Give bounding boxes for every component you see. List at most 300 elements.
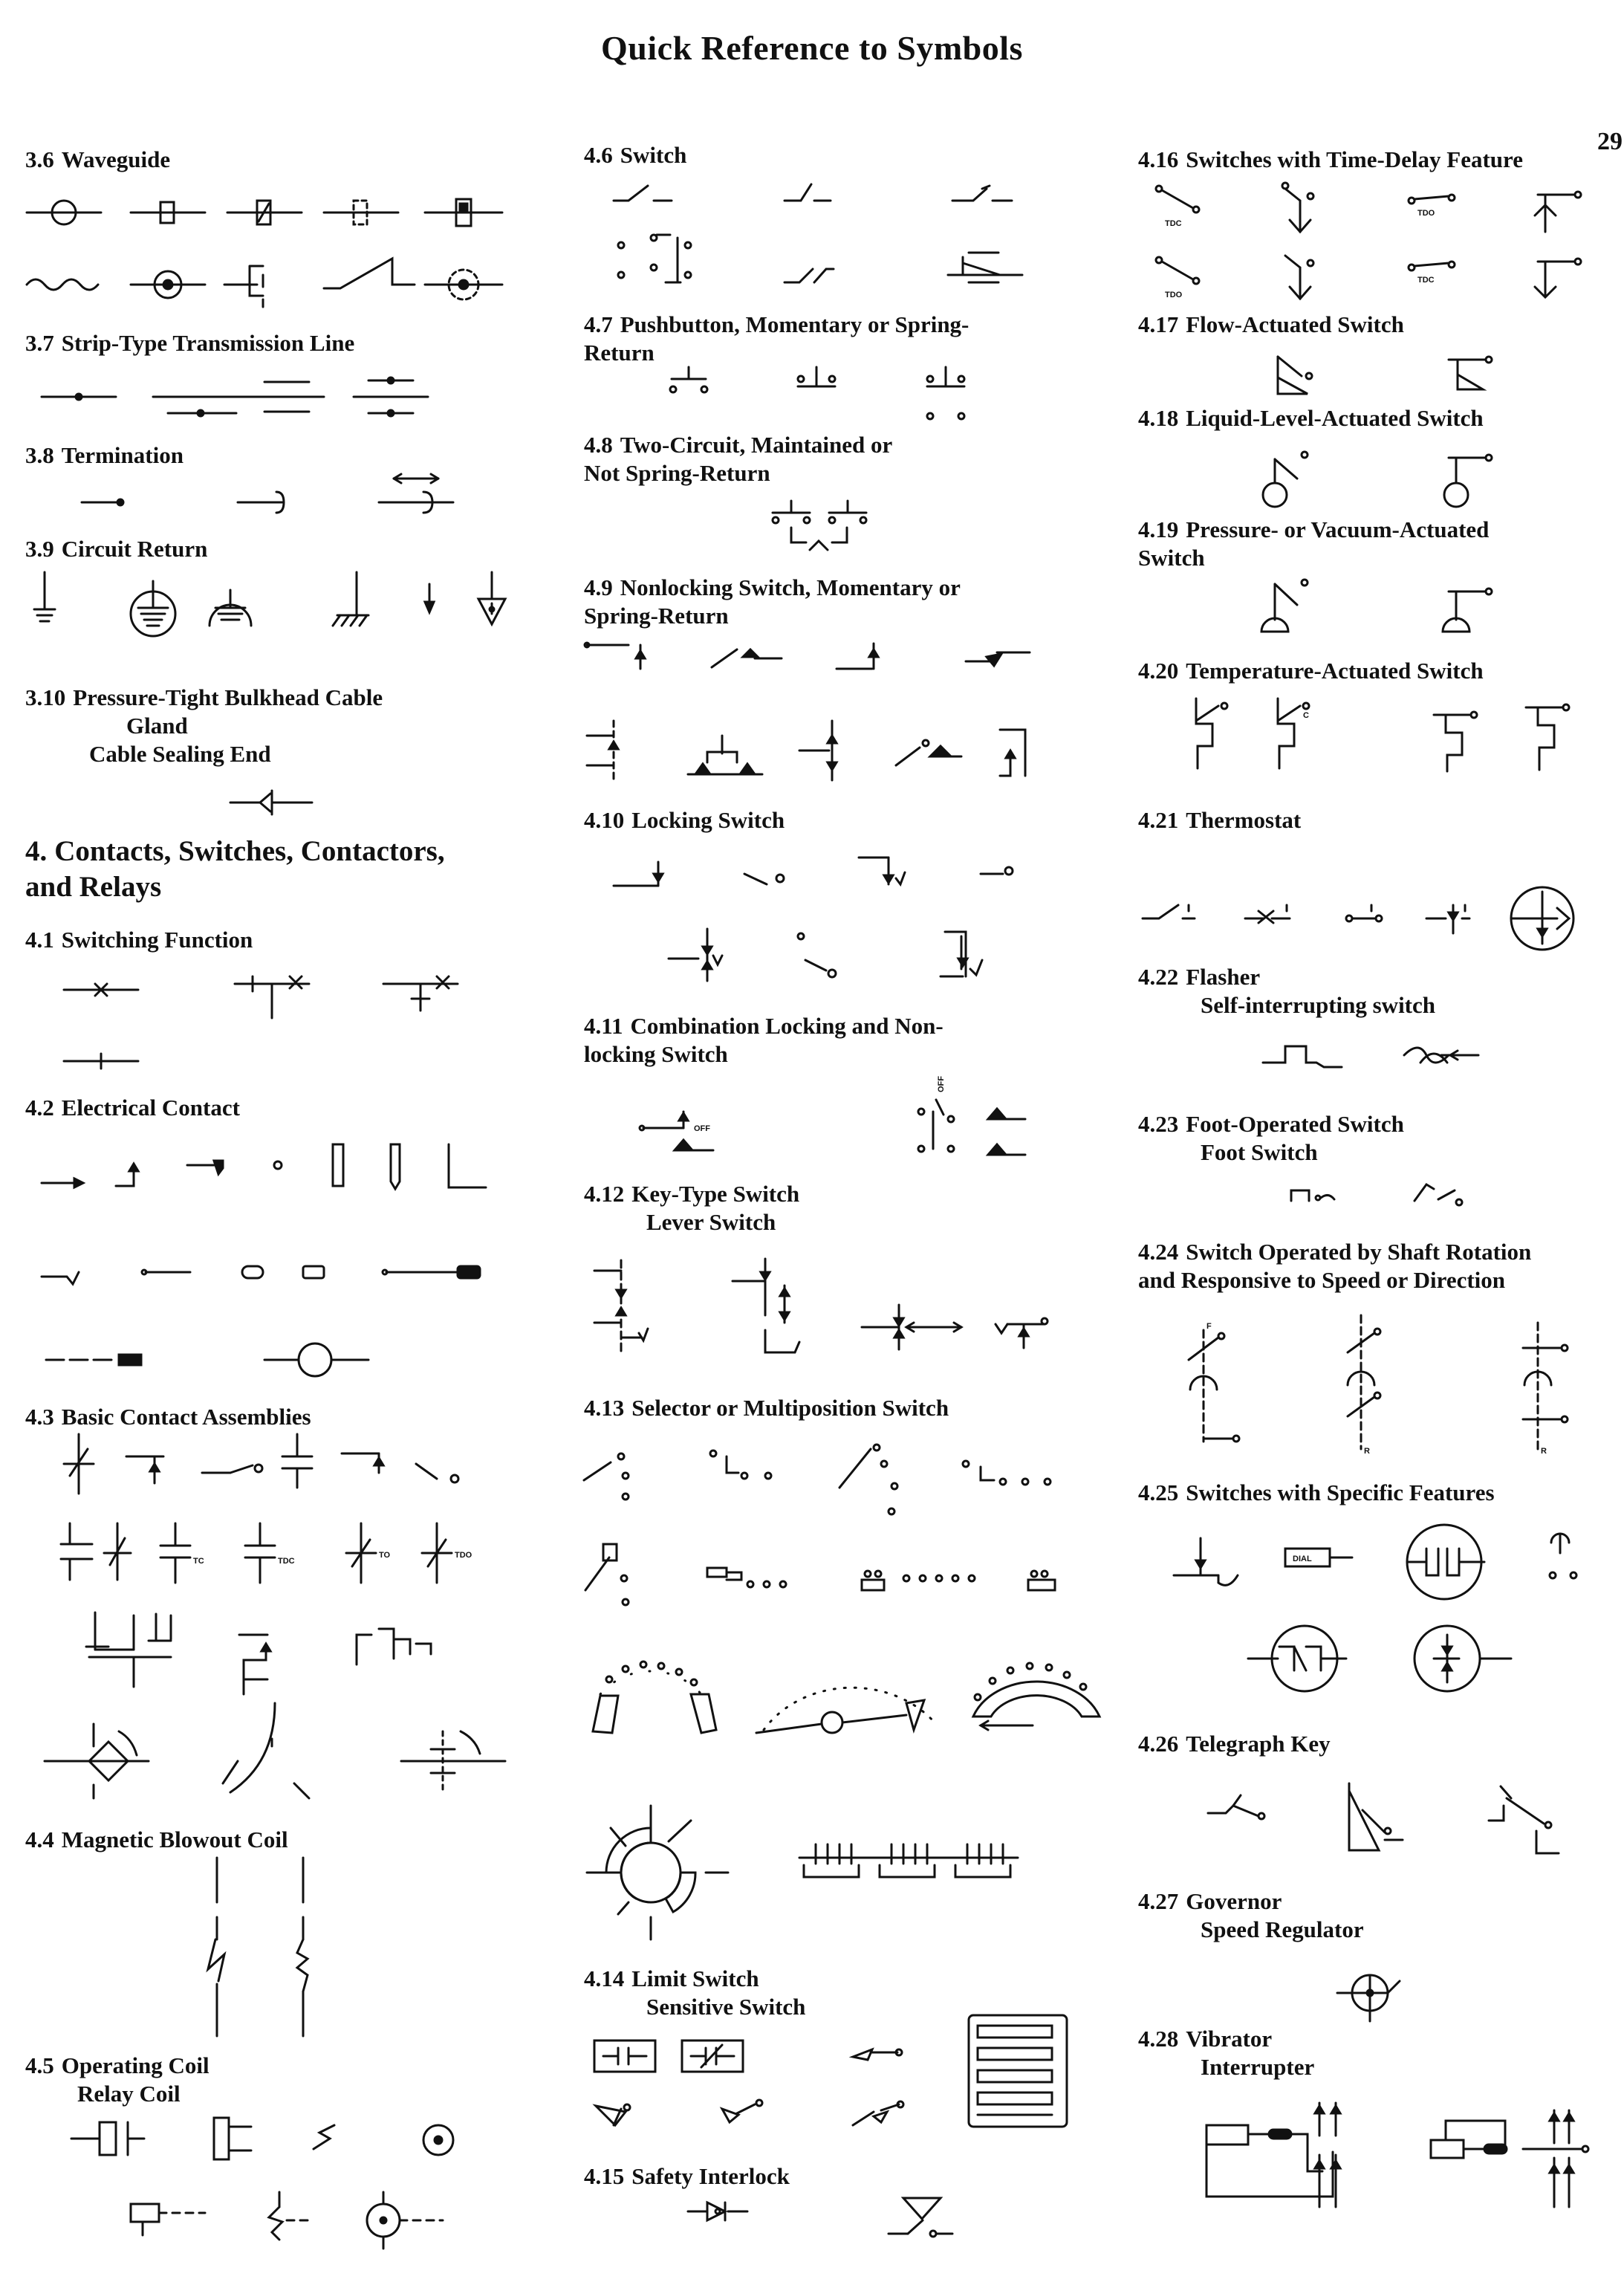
section-heading-4-26 <box>1138 1730 1331 1758</box>
coil-zigzag-dashed-symbol <box>269 2192 309 2240</box>
section-title: Switch Operated by Shaft Rotation <box>1186 1239 1532 1265</box>
contact-tc-symbol <box>160 1523 204 1583</box>
section-number: 4.13 <box>584 1395 625 1421</box>
section-subtitle: Gland <box>126 713 188 739</box>
section-number: 4.10 <box>584 807 625 833</box>
waveguide-dashed-coax-symbol <box>425 270 502 299</box>
nonlocking-symbol-2 <box>712 649 782 667</box>
telegraph-key-symbol-1 <box>1208 1795 1264 1819</box>
section-subtitle: Lever Switch <box>646 1209 776 1235</box>
nonlocking-symbol-6 <box>688 736 762 774</box>
shaft-rotation-switch-symbols <box>1159 1308 1605 1456</box>
section-heading-4-27 <box>1138 1887 1364 1944</box>
contact-break-circle-symbol <box>416 1464 458 1482</box>
section-number: 3.8 <box>25 442 54 468</box>
pressure-switch-symbols <box>1248 575 1516 649</box>
section-number: 4.26 <box>1138 1731 1179 1757</box>
section-subtitle: and Relays <box>25 871 162 903</box>
combination-symbol-1 <box>640 1112 713 1150</box>
nonlocking-symbol-8 <box>896 740 961 765</box>
locking-symbol-5 <box>669 929 722 981</box>
time-delay-switch-symbols <box>1152 178 1597 305</box>
section-number: 4.3 <box>25 1404 54 1430</box>
contact-make-t-symbol <box>282 1434 312 1488</box>
pushbutton-make-symbol <box>670 367 707 392</box>
thermostat-symbol-2 <box>1245 905 1290 923</box>
termination-symbols <box>82 468 468 528</box>
thermostat-symbol-3 <box>1346 905 1382 921</box>
section-heading-4-4 <box>25 1826 288 1854</box>
section-title: Switching Function <box>61 927 253 953</box>
feature-switch-circle-symbol-3 <box>1414 1626 1511 1691</box>
selector-symbol-3 <box>839 1445 897 1514</box>
combination-symbol-2 <box>918 1076 1025 1155</box>
contact-rect-symbol <box>303 1266 324 1278</box>
temperature-switch-symbol-4 <box>1526 704 1569 770</box>
tdo-label: TDO <box>1417 209 1435 218</box>
switching-function-line-symbol <box>64 1054 138 1069</box>
locking-symbol-7 <box>941 932 982 976</box>
key-switch-symbol-3 <box>862 1305 961 1349</box>
thermostat-symbol-5 <box>1511 887 1573 950</box>
flasher-symbol-2 <box>1404 1048 1478 1063</box>
nonlocking-switch-symbols <box>584 632 1059 795</box>
contact-rotary-3-symbol <box>401 1731 505 1791</box>
contact-point-symbol <box>274 1161 282 1169</box>
section-number: 4.21 <box>1138 807 1179 833</box>
section-number: 4.28 <box>1138 2026 1179 2052</box>
vibrator-symbol-2 <box>1431 2110 1588 2207</box>
section-heading-4-22 <box>1138 963 1435 1020</box>
waveguide-flexible-symbol <box>324 201 398 224</box>
page-number: 29 <box>1597 128 1623 155</box>
pressure-switch-symbol-2 <box>1443 589 1492 632</box>
pressure-switch-symbol-1 <box>1261 580 1308 632</box>
switch-symbols <box>614 171 1030 297</box>
section-subtitle: Sensitive Switch <box>646 1994 806 2020</box>
circuit-return-symbols <box>30 572 520 646</box>
section-number: 4.11 <box>584 1013 623 1039</box>
section-number: 4.25 <box>1138 1479 1179 1505</box>
section-number: 4.7 <box>584 311 613 337</box>
liquid-level-symbol-2 <box>1444 455 1492 507</box>
section-number: 4.17 <box>1138 311 1179 337</box>
vibrator-symbols <box>1189 2081 1605 2229</box>
switching-function-symbols <box>64 966 480 1070</box>
shaft-switch-symbol-1 <box>1189 1322 1239 1442</box>
selector-symbol-12 <box>799 1844 1018 1877</box>
contact-bar-pointed-symbol <box>391 1144 400 1189</box>
selector-symbol-8 <box>593 1662 716 1733</box>
section-title: Governor <box>1186 1888 1282 1914</box>
thermostat-symbol-4 <box>1426 905 1469 933</box>
section-heading-3-10 <box>25 684 383 768</box>
section-number: 3.10 <box>25 684 66 710</box>
ground-symbol <box>34 572 55 621</box>
limit-switch-symbol-a <box>596 2104 630 2125</box>
foot-switch-symbols <box>1290 1174 1513 1219</box>
telegraph-key-symbols <box>1206 1769 1593 1873</box>
section-title: Flow-Actuated Switch <box>1186 311 1404 337</box>
section-title: Pressure- or Vacuum-Actuated <box>1186 516 1490 542</box>
waveguide-rectangular-symbol <box>131 202 205 223</box>
section-subtitle: Relay Coil <box>77 2081 181 2107</box>
electrical-contact-symbols <box>42 1144 532 1382</box>
common-return-symbol <box>425 584 434 612</box>
selector-symbol-10 <box>973 1663 1100 1730</box>
contact-bar-symbol <box>333 1144 343 1186</box>
section-heading-4-16 <box>1138 146 1523 174</box>
section-heading-4-3 <box>25 1403 311 1431</box>
contact-tdo-symbol <box>422 1523 472 1583</box>
time-delay-symbol-8 <box>1535 259 1581 297</box>
contact-make-up-symbol <box>126 1456 163 1483</box>
section-heading-4-19 <box>1138 516 1489 572</box>
waveguide-ridged-symbol <box>227 201 302 224</box>
contact-angle-symbol <box>449 1144 486 1187</box>
safety-interlock-symbol-1 <box>688 2202 747 2220</box>
section-number: 4.1 <box>25 927 54 953</box>
section-number: 4. <box>25 835 48 867</box>
section-number: 4.2 <box>25 1095 54 1121</box>
section-number: 4.24 <box>1138 1239 1179 1265</box>
section-title: Selector or Multiposition Switch <box>631 1395 949 1421</box>
nonlocking-symbol-1 <box>585 643 645 669</box>
waveguide-wave-symbol <box>27 279 98 290</box>
f-label: F <box>1206 1322 1212 1331</box>
time-delay-symbol-6 <box>1285 256 1313 299</box>
feature-switch-symbol-1 <box>1174 1538 1238 1585</box>
contact-plain-line-symbol <box>142 1270 190 1274</box>
off-label-vertical: OFF <box>937 1076 946 1092</box>
to-label: TO <box>379 1551 391 1560</box>
strip-line-symbols <box>42 372 458 431</box>
key-switch-symbol-1 <box>594 1260 648 1352</box>
off-label: OFF <box>694 1124 710 1133</box>
section-heading-4-17 <box>1138 311 1404 339</box>
nonlocking-symbol-5 <box>587 721 618 780</box>
section-subtitle: Switch <box>1138 545 1205 571</box>
section-number: 4.22 <box>1138 964 1179 990</box>
contact-sequential-symbol <box>357 1629 431 1665</box>
locking-switch-symbols <box>614 847 1030 996</box>
termination-symbol-1 <box>82 499 123 505</box>
flow-switch-symbol-1 <box>1278 357 1312 394</box>
section-number: 4.9 <box>584 574 613 600</box>
selector-symbol-9 <box>756 1688 935 1733</box>
section-title: Electrical Contact <box>61 1095 240 1121</box>
section-number: 4.20 <box>1138 658 1179 684</box>
nonlocking-symbol-3 <box>837 644 878 669</box>
section-heading-4-13 <box>584 1394 949 1422</box>
strip-line-symbol-2 <box>153 397 250 416</box>
section-heading-4-28 <box>1138 2025 1314 2081</box>
temperature-switch-symbol-2 <box>1278 698 1309 768</box>
section-number: 4.8 <box>584 432 613 458</box>
section-number: 4.15 <box>584 2163 625 2189</box>
half-shield-ground-symbol <box>210 590 251 626</box>
key-switch-symbol-4 <box>995 1318 1048 1348</box>
pushbutton-two-circuit-symbol <box>927 367 964 419</box>
section-subtitle: Spring-Return <box>584 603 729 629</box>
coil-circle-star-symbol <box>423 2125 453 2155</box>
limit-switch-box-symbol <box>594 2040 655 2072</box>
operating-coil-symbols <box>71 2110 487 2259</box>
waveguide-coax-symbol <box>131 271 205 298</box>
time-delay-symbol-1 <box>1156 186 1199 228</box>
locking-symbol-3 <box>859 858 905 884</box>
flasher-symbol-1 <box>1263 1046 1342 1067</box>
contact-circle-slide-symbol <box>264 1343 368 1376</box>
section-heading-4-24 <box>1138 1238 1531 1294</box>
limit-switch-symbols <box>591 2014 1082 2155</box>
contact-multi-make-symbol <box>86 1612 171 1687</box>
foot-switch-symbol-2 <box>1414 1184 1462 1205</box>
section-title: Switch <box>620 142 687 168</box>
limit-switch-panel-symbol <box>969 2015 1067 2127</box>
section-title: Nonlocking Switch, Momentary or <box>620 574 961 600</box>
strip-line-symbol-3 <box>250 382 324 412</box>
section-number: 4.4 <box>25 1826 54 1852</box>
tdc-label: TDC <box>1165 219 1182 228</box>
locking-symbol-6 <box>798 933 836 977</box>
locking-symbol-1 <box>614 862 663 886</box>
waveguide-bend-symbol <box>224 266 263 307</box>
contact-arrow-symbol <box>42 1179 83 1187</box>
selector-symbol-5 <box>585 1544 629 1605</box>
pushbutton-break-symbol <box>798 367 835 386</box>
termination-symbol-2 <box>238 492 284 513</box>
section-subtitle: Speed Regulator <box>1201 1916 1364 1942</box>
section-subtitle: Interrupter <box>1201 2054 1315 2080</box>
flow-actuated-switch-symbols <box>1263 349 1530 401</box>
two-circuit-maintained-symbol <box>765 498 884 565</box>
switching-function-make-symbol <box>235 976 309 1018</box>
section-heading-3-6 <box>25 146 170 174</box>
section-title: Switches with Specific Features <box>1186 1479 1495 1505</box>
contact-make-circle-symbol <box>202 1465 262 1473</box>
coil-dashed-symbol <box>131 2204 205 2235</box>
selector-switch-symbols <box>579 1434 1070 1925</box>
thermostat-symbol-1 <box>1143 905 1195 918</box>
section-title: Flasher <box>1186 964 1261 990</box>
key-type-switch-symbols <box>594 1256 1070 1375</box>
coil-circle-dashed-symbol <box>367 2192 443 2249</box>
chassis-ground-symbol <box>333 572 368 626</box>
section-number: 4.12 <box>584 1181 625 1207</box>
section-number: 4.6 <box>584 142 613 168</box>
waveguide-flexible-ridged-symbol <box>425 199 502 226</box>
vibrator-symbol-1 <box>1206 2103 1340 2207</box>
contact-bracket-symbol <box>239 1635 270 1694</box>
shaft-switch-symbol-2 <box>1348 1315 1380 1456</box>
section-heading-4-18 <box>1138 404 1484 432</box>
section-title: Safety Interlock <box>631 2163 790 2189</box>
section-heading-4-1 <box>25 926 253 954</box>
section-subtitle: Not Spring-Return <box>584 460 770 486</box>
temperature-switch-symbol-3 <box>1434 712 1477 771</box>
waveguide-symbols <box>27 192 517 311</box>
coil-bracket-symbol <box>214 2118 251 2159</box>
contact-down-flag-symbol <box>187 1161 223 1174</box>
contact-up-symbol <box>116 1164 138 1186</box>
section-title: Two-Circuit, Maintained or <box>620 432 893 458</box>
limit-switch-lever-symbol <box>853 2049 902 2060</box>
telegraph-key-symbol-2 <box>1349 1783 1403 1850</box>
section-number: 4.18 <box>1138 405 1179 431</box>
section-heading-4-11 <box>584 1012 1067 1069</box>
liquid-level-switch-symbols <box>1248 441 1516 516</box>
contact-rotary-1-symbol <box>45 1724 149 1798</box>
locking-symbol-4 <box>981 867 1013 875</box>
section-heading-4-21 <box>1138 806 1301 834</box>
section-number: 4.23 <box>1138 1111 1179 1137</box>
contact-rotary-2-symbol <box>223 1703 309 1798</box>
section-title: Basic Contact Assemblies <box>61 1404 311 1430</box>
switch-two-pole-symbol <box>618 235 691 282</box>
section-number: 4.5 <box>25 2052 54 2078</box>
section-heading-4-25 <box>1138 1479 1495 1507</box>
selector-symbol-7 <box>862 1571 1055 1590</box>
section-number: 4.14 <box>584 1965 625 1991</box>
switch-open-symbol <box>614 186 672 201</box>
section-heading-3-8 <box>25 441 183 470</box>
section-number: 3.6 <box>25 146 54 172</box>
section-title: Thermostat <box>1186 807 1302 833</box>
section-title: Locking Switch <box>631 807 785 833</box>
time-delay-symbol-5 <box>1156 257 1199 299</box>
time-delay-symbol-3 <box>1409 195 1455 218</box>
tdc-label: TDC <box>278 1557 295 1566</box>
section-number: 4.16 <box>1138 146 1179 172</box>
governor-symbol <box>1337 1962 1426 2029</box>
switch-pivot-symbol <box>948 253 1022 282</box>
telegraph-key-symbol-3 <box>1489 1786 1559 1853</box>
section-heading-4-10 <box>584 806 785 834</box>
locking-symbol-2 <box>744 874 784 884</box>
section-heading-4-20 <box>1138 657 1484 685</box>
selector-symbol-1 <box>584 1453 629 1500</box>
section-title: Strip-Type Transmission Line <box>61 330 355 356</box>
section-title: Key-Type Switch <box>631 1181 800 1207</box>
section-number: 4.19 <box>1138 516 1179 542</box>
section-number: 3.7 <box>25 330 54 356</box>
signal-ground-symbol <box>478 572 505 624</box>
r-label-2: R <box>1541 1447 1547 1456</box>
strip-line-symbol-1 <box>42 394 116 400</box>
time-delay-symbol-7 <box>1409 262 1455 285</box>
section-subtitle: Foot Switch <box>1201 1139 1318 1165</box>
section-title: Contacts, Switches, Contactors, <box>54 835 445 867</box>
contact-make-up-2-symbol <box>342 1453 383 1473</box>
feature-switch-symbol-2 <box>1550 1534 1576 1578</box>
nonlocking-symbol-7 <box>799 721 837 780</box>
section-heading-4-12 <box>584 1180 799 1236</box>
foot-switch-symbol-1 <box>1291 1190 1334 1201</box>
section-heading-4 <box>25 834 445 905</box>
section-title: Switches with Time-Delay Feature <box>1186 146 1524 172</box>
switching-function-transfer-symbol <box>383 976 458 1011</box>
section-heading-4-5 <box>25 2052 210 2108</box>
magnetic-blowout-coil-symbols <box>193 1858 342 2051</box>
basic-contact-assembly-symbols <box>45 1434 535 1806</box>
tdc-label-2: TDC <box>1417 276 1435 285</box>
section-title: Limit Switch <box>631 1965 759 1991</box>
selector-symbol-11 <box>587 1806 728 1939</box>
section-subtitle: Cable Sealing End <box>89 741 271 767</box>
contact-to-symbol <box>346 1523 391 1583</box>
tdo-label: TDO <box>455 1551 472 1560</box>
tdo-label-2: TDO <box>1165 291 1183 299</box>
temperature-switch-symbols <box>1166 698 1582 795</box>
selector-symbol-4 <box>963 1461 1050 1485</box>
section-heading-4-2 <box>25 1094 240 1122</box>
thermostat-symbols <box>1141 869 1587 959</box>
time-delay-symbol-2 <box>1282 183 1313 232</box>
time-delay-symbol-4 <box>1535 192 1581 232</box>
section-title: Magnetic Blowout Coil <box>61 1826 288 1852</box>
contact-v-symbol <box>42 1272 79 1284</box>
section-title: Termination <box>61 442 183 468</box>
safety-interlock-symbol-2 <box>889 2198 952 2237</box>
nonlocking-symbol-4 <box>966 652 1030 666</box>
section-subtitle: Self-interrupting switch <box>1201 992 1436 1018</box>
switch-open-2-symbol <box>785 184 831 201</box>
temperature-switch-symbol-1 <box>1196 698 1227 768</box>
section-title: Circuit Return <box>61 536 208 562</box>
section-title: Pushbutton, Momentary or Spring- <box>620 311 969 337</box>
nonlocking-symbol-9 <box>1000 730 1025 776</box>
section-subtitle: and Responsive to Speed or Direction <box>1138 1267 1506 1293</box>
strip-line-symbol-4 <box>354 377 428 416</box>
flasher-symbols <box>1263 1033 1530 1077</box>
tc-label: TC <box>193 1557 204 1566</box>
selector-symbol-6 <box>707 1568 786 1587</box>
section-subtitle: locking Switch <box>584 1041 728 1067</box>
selector-symbol-2 <box>710 1450 771 1479</box>
contact-break-symbol <box>64 1434 94 1494</box>
shaft-switch-symbol-3 <box>1523 1323 1568 1456</box>
key-switch-symbol-2 <box>733 1259 799 1352</box>
dial-switch-symbol <box>1285 1549 1352 1566</box>
feature-switch-circle-symbol-2 <box>1248 1626 1346 1691</box>
section-number: 3.9 <box>25 536 54 562</box>
section-heading-4-9 <box>584 574 1067 630</box>
safety-interlock-symbols <box>688 2192 970 2244</box>
r-label: R <box>1364 1447 1370 1456</box>
section-title: Liquid-Level-Actuated Switch <box>1186 405 1484 431</box>
contact-tdc-symbol <box>245 1523 295 1583</box>
section-heading-4-23 <box>1138 1110 1404 1167</box>
combination-switch-symbols <box>639 1070 1040 1174</box>
contact-dash-slide-symbol <box>46 1355 141 1365</box>
section-title: Foot-Operated Switch <box>1186 1111 1404 1137</box>
section-heading-4-8 <box>584 431 892 487</box>
section-heading-4-15 <box>584 2162 790 2191</box>
section-heading-4-6 <box>584 141 686 169</box>
limit-switch-symbol-c <box>853 2101 903 2125</box>
section-title: Telegraph Key <box>1186 1731 1331 1757</box>
section-title: Pressure-Tight Bulkhead Cable <box>73 684 383 710</box>
flow-switch-symbol-2 <box>1449 357 1492 389</box>
contact-transfer-symbol <box>61 1523 131 1580</box>
coil-rect-symbol <box>71 2122 144 2155</box>
switch-open-curve-symbol <box>785 269 834 282</box>
page-title: Quick Reference to Symbols <box>601 29 1023 67</box>
c-label: C <box>1303 711 1309 720</box>
shielded-ground-symbol <box>131 581 175 636</box>
contact-sliding-symbol <box>383 1266 480 1278</box>
